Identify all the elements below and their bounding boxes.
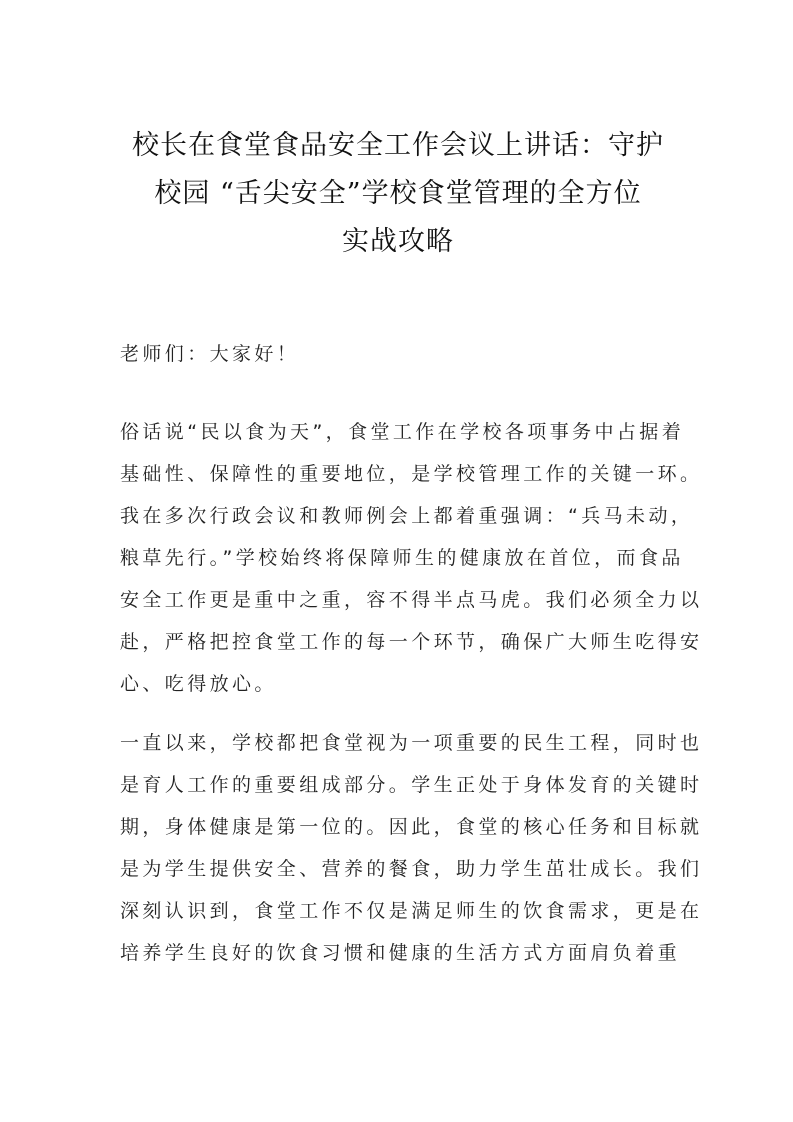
document-title — [112, 122, 684, 266]
paragraph-1 — [120, 411, 703, 705]
title-line: 校园 “舌尖安全”学校食堂管理的全方位 — [154, 178, 642, 209]
paragraph-line: 安全工作更是重中之重，容不得半点马虎。我们必须全力以 — [120, 589, 703, 611]
paragraph-line: 是为学生提供安全、营养的餐食，助力学生茁壮成长。我们 — [120, 858, 703, 880]
paragraph-line: 培养学生良好的饮食习惯和健康的生活方式方面肩负着重 — [120, 942, 681, 964]
title-line: 校长在食堂食品安全工作会议上讲话：守护 — [132, 130, 664, 161]
title-line: 实战攻略 — [342, 226, 454, 257]
paragraph-line: 俗话说“民以食为天”，食堂工作在学校各项事务中占据着 — [120, 421, 685, 443]
paragraph-line: 一直以来，学校都把食堂视为一项重要的民生工程，同时也 — [120, 732, 703, 754]
paragraph-line: 期，身体健康是第一位的。因此，食堂的核心任务和目标就 — [120, 816, 703, 838]
paragraph-line: 赴，严格把控食堂工作的每一个环节，确保广大师生吃得安 — [120, 631, 703, 653]
paragraph-line: 是育人工作的重要组成部分。学生正处于身体发育的关键时 — [120, 774, 703, 796]
paragraph-line: 粮草先行。”学校始终将保障师生的健康放在首位，而食品 — [120, 547, 684, 569]
greeting — [120, 333, 676, 375]
paragraph-line: 深刻认识到，食堂工作不仅是满足师生的饮食需求，更是在 — [120, 900, 703, 922]
paragraph-2 — [120, 722, 703, 974]
greeting-text: 老师们：大家好！ — [120, 343, 300, 365]
paragraph-line: 我在多次行政会议和教师例会上都着重强调：“兵马未动， — [120, 505, 694, 527]
paragraph-line: 基础性、保障性的重要地位，是学校管理工作的关键一环。 — [120, 463, 703, 485]
paragraph-line: 心、吃得放心。 — [120, 673, 277, 695]
